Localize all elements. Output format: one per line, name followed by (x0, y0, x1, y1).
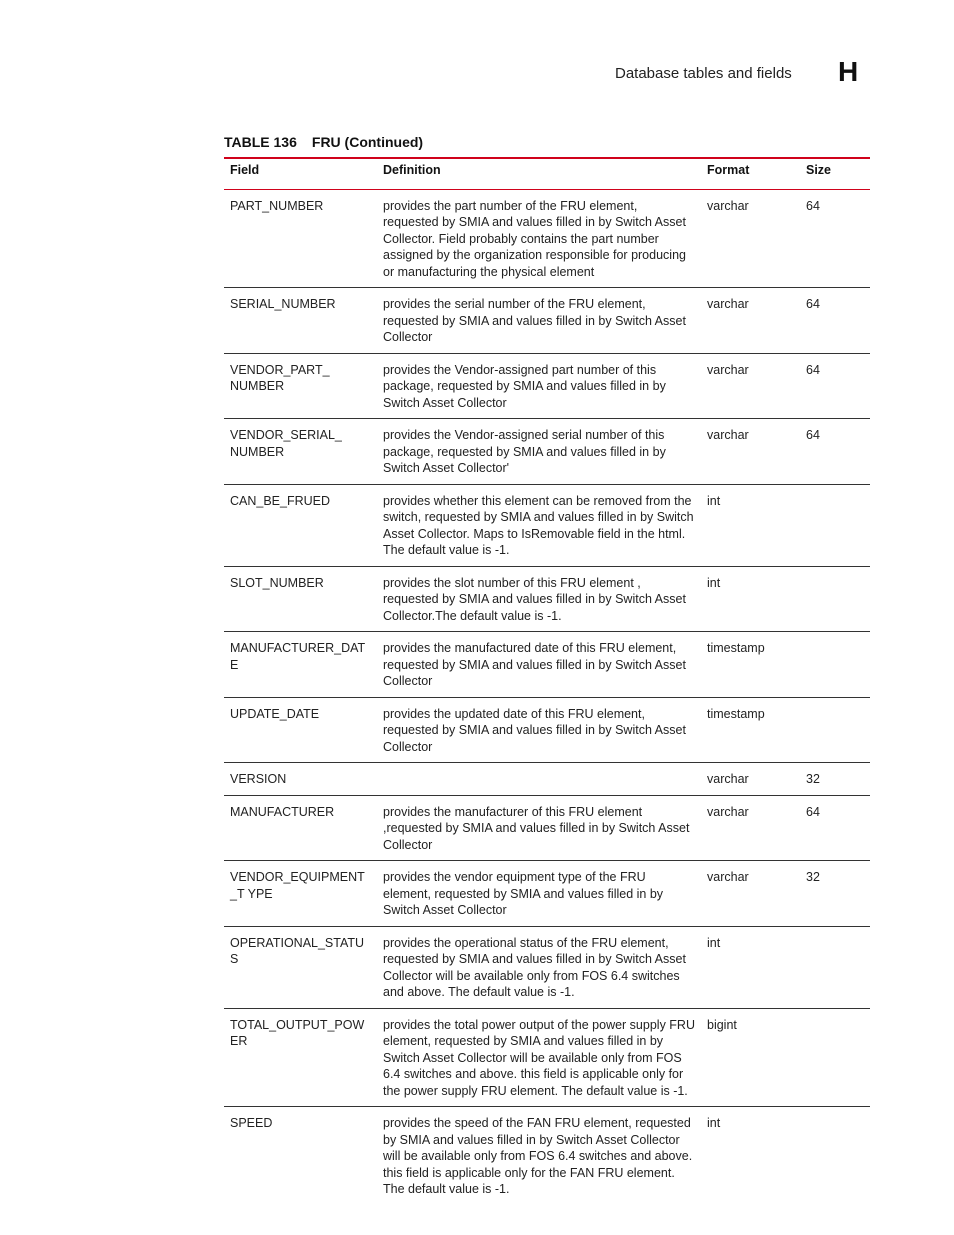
table-caption (224, 134, 423, 150)
definition-cell: provides the serial number of the FRU element, requested by SMIA and values filled in by Switch Asset Collector (377, 288, 701, 354)
page-header (0, 56, 954, 90)
size-cell (800, 1107, 870, 1205)
table-row (224, 632, 870, 698)
format-cell: varchar (701, 861, 800, 927)
field-cell: SPEED (230, 1116, 273, 1130)
column-header-field: Field (230, 163, 260, 177)
field-cell: VERSION (224, 763, 377, 796)
format-cell: timestamp (701, 697, 800, 763)
format-cell: int (707, 1116, 721, 1130)
table-row (224, 763, 870, 796)
size-cell: 64 (800, 353, 870, 419)
size-cell (800, 566, 870, 632)
definition-cell (377, 763, 701, 796)
size-cell: 32 (800, 861, 870, 927)
definition-cell: provides the slot number of this FRU element , requested by SMIA and values filled in by Switch Asset Collector.The default value is -1. (377, 566, 701, 632)
size-cell (800, 632, 870, 698)
table-row (224, 1008, 870, 1107)
table-row (224, 926, 870, 1008)
definition-cell: provides the Vendor-assigned part number of this package, requested by SMIA and values filled in by Switch Asset Collector (377, 353, 701, 419)
size-cell: 64 (800, 795, 870, 861)
table-row (224, 861, 870, 927)
table-row (224, 484, 870, 566)
table-row (224, 566, 870, 632)
field-cell: OPERATIONAL_STATUS (224, 926, 377, 1008)
size-cell: 64 (800, 288, 870, 354)
size-cell (800, 1008, 870, 1107)
section-title: Database tables and fields (615, 65, 792, 82)
field-cell: CAN_BE_FRUED (224, 484, 377, 566)
format-cell: varchar (701, 763, 800, 796)
field-cell: VENDOR_EQUIPMENT_T YPE (224, 861, 377, 927)
format-cell: varchar (701, 288, 800, 354)
field-cell: VENDOR_PART_ NUMBER (224, 353, 377, 419)
definition-cell: provides the manufactured date of this FRU element, requested by SMIA and values filled in by Switch Asset Collector (377, 632, 701, 698)
definition-cell: provides the manufacturer of this FRU element ,requested by SMIA and values filled in by Switch Asset Collector (377, 795, 701, 861)
table-header-row (224, 158, 870, 189)
format-cell: int (701, 926, 800, 1008)
field-cell: MANUFACTURER_DATE (224, 632, 377, 698)
size-cell: 32 (800, 763, 870, 796)
definition-cell: provides the operational status of the FRU element, requested by SMIA and values filled in by Switch Asset Collector will be available only from FOS 6.4 switches and above. The default value is -1. (377, 926, 701, 1008)
format-cell: timestamp (701, 632, 800, 698)
appendix-letter: H (838, 56, 859, 87)
table-row (224, 189, 870, 288)
field-cell: MANUFACTURER (224, 795, 377, 861)
definition-cell: provides the updated date of this FRU element, requested by SMIA and values filled in by Switch Asset Collector (377, 697, 701, 763)
table-row (224, 697, 870, 763)
field-cell: SLOT_NUMBER (224, 566, 377, 632)
column-header-size: Size (806, 163, 832, 177)
table-row (224, 288, 870, 354)
size-cell: 64 (800, 189, 870, 288)
table-title: FRU (Continued) (311, 134, 424, 150)
field-cell: PART_NUMBER (224, 189, 377, 288)
field-cell: UPDATE_DATE (224, 697, 377, 763)
field-cell: VENDOR_SERIAL_ NUMBER (224, 419, 377, 485)
definition-cell: provides the speed of the FAN FRU element, requested by SMIA and values filled in by Switch Asset Collector will be available only from FOS 6.4 switches and above. this field is applicable only for the FAN FRU element. The default value is -1. (383, 1116, 693, 1196)
definition-cell: provides the total power output of the power supply FRU element, requested by SMIA and values filled in by Switch Asset Collector will be available only from FOS 6.4 switches and above. this field is applicable only for the power supply FRU element. The default value is -1. (377, 1008, 701, 1107)
table-row (224, 1107, 870, 1205)
column-header-format: Format (707, 163, 750, 177)
definition-cell: provides whether this element can be removed from the switch, requested by SMIA and values filled in by Switch Asset Collector. Maps to IsRemovable field in the html. The default value is -1. (377, 484, 701, 566)
fru-table (224, 157, 870, 1205)
format-cell: varchar (701, 419, 800, 485)
column-header-definition: Definition (383, 163, 441, 177)
format-cell: varchar (701, 795, 800, 861)
format-cell: varchar (701, 353, 800, 419)
table-row (224, 353, 870, 419)
field-cell: TOTAL_OUTPUT_POWER (224, 1008, 377, 1107)
table-number: TABLE 136 (224, 134, 297, 150)
definition-cell: provides the vendor equipment type of the FRU element, requested by SMIA and values filled in by Switch Asset Collector (377, 861, 701, 927)
size-cell (800, 697, 870, 763)
definition-cell: provides the Vendor-assigned serial number of this package, requested by SMIA and values filled in by Switch Asset Collector' (377, 419, 701, 485)
field-cell: SERIAL_NUMBER (224, 288, 377, 354)
format-cell: varchar (701, 189, 800, 288)
definition-cell: provides the part number of the FRU element, requested by SMIA and values filled in by Switch Asset Collector. Field probably contains the part number assigned by the organization responsible for producing or manufacturing the physical element (377, 189, 701, 288)
size-cell: 64 (800, 419, 870, 485)
format-cell: bigint (701, 1008, 800, 1107)
table-row (224, 795, 870, 861)
format-cell: int (701, 566, 800, 632)
table-row (224, 419, 870, 485)
size-cell (800, 926, 870, 1008)
format-cell: int (701, 484, 800, 566)
size-cell (800, 484, 870, 566)
